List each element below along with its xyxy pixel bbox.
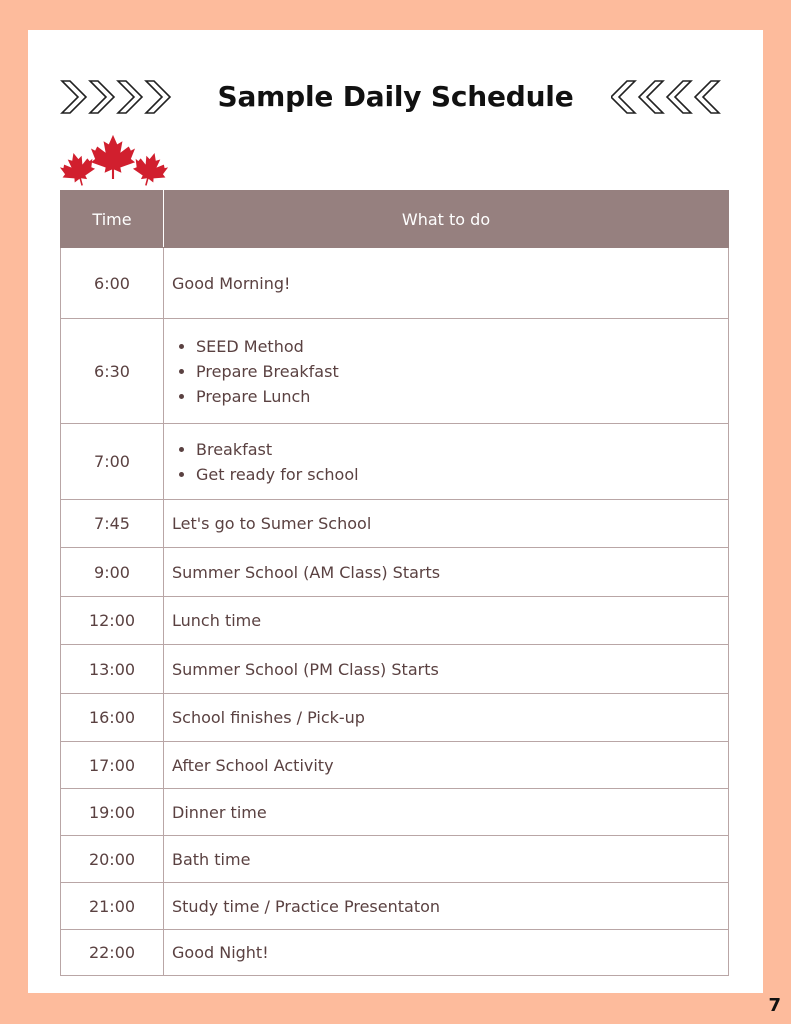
maple-leaves-icon	[58, 130, 170, 192]
task-cell: Summer School (PM Class) Starts	[164, 645, 729, 694]
time-cell: 13:00	[61, 645, 164, 694]
task-cell: Good Night!	[164, 930, 729, 976]
task-list-item: • Get ready for school	[196, 462, 728, 487]
task-cell	[164, 319, 729, 424]
time-cell: 21:00	[61, 883, 164, 930]
time-cell: 7:00	[61, 424, 164, 500]
chevrons-left-icon	[611, 75, 729, 119]
time-cell: 6:00	[61, 248, 164, 319]
time-cell: 17:00	[61, 742, 164, 789]
task-cell: Bath time	[164, 836, 729, 883]
table-row	[61, 789, 729, 836]
time-cell: 22:00	[61, 930, 164, 976]
table-row	[61, 424, 729, 500]
time-cell: 9:00	[61, 548, 164, 597]
table-row	[61, 694, 729, 742]
time-cell: 19:00	[61, 789, 164, 836]
table-row	[61, 742, 729, 789]
time-cell: 6:30	[61, 319, 164, 424]
time-cell: 20:00	[61, 836, 164, 883]
task-list-item: • SEED Method	[196, 334, 728, 359]
table-row	[61, 248, 729, 319]
table-header-row	[61, 191, 729, 248]
page-title: Sample Daily Schedule	[217, 80, 574, 113]
table-row	[61, 836, 729, 883]
task-cell: Study time / Practice Presentaton	[164, 883, 729, 930]
schedule-table	[60, 190, 729, 976]
table-row	[61, 597, 729, 645]
task-list	[172, 334, 728, 409]
time-cell: 7:45	[61, 500, 164, 548]
schedule-page	[28, 30, 763, 993]
table-row	[61, 645, 729, 694]
table-row	[61, 319, 729, 424]
task-cell: Let's go to Sumer School	[164, 500, 729, 548]
table-row	[61, 883, 729, 930]
task-cell	[164, 424, 729, 500]
task-cell: School finishes / Pick-up	[164, 694, 729, 742]
task-cell: Lunch time	[164, 597, 729, 645]
table-row	[61, 548, 729, 597]
task-list-item: • Breakfast	[196, 437, 728, 462]
table-row	[61, 930, 729, 976]
task-list	[172, 437, 728, 487]
table-row	[61, 500, 729, 548]
task-cell: Dinner time	[164, 789, 729, 836]
time-column-header: Time	[61, 191, 164, 248]
task-list-item: • Prepare Breakfast	[196, 359, 728, 384]
time-cell: 12:00	[61, 597, 164, 645]
time-cell: 16:00	[61, 694, 164, 742]
page-number: 7	[768, 995, 781, 1016]
task-cell: Good Morning!	[164, 248, 729, 319]
task-cell: Summer School (AM Class) Starts	[164, 548, 729, 597]
task-cell: After School Activity	[164, 742, 729, 789]
task-list-item: • Prepare Lunch	[196, 384, 728, 409]
task-column-header: What to do	[164, 191, 729, 248]
